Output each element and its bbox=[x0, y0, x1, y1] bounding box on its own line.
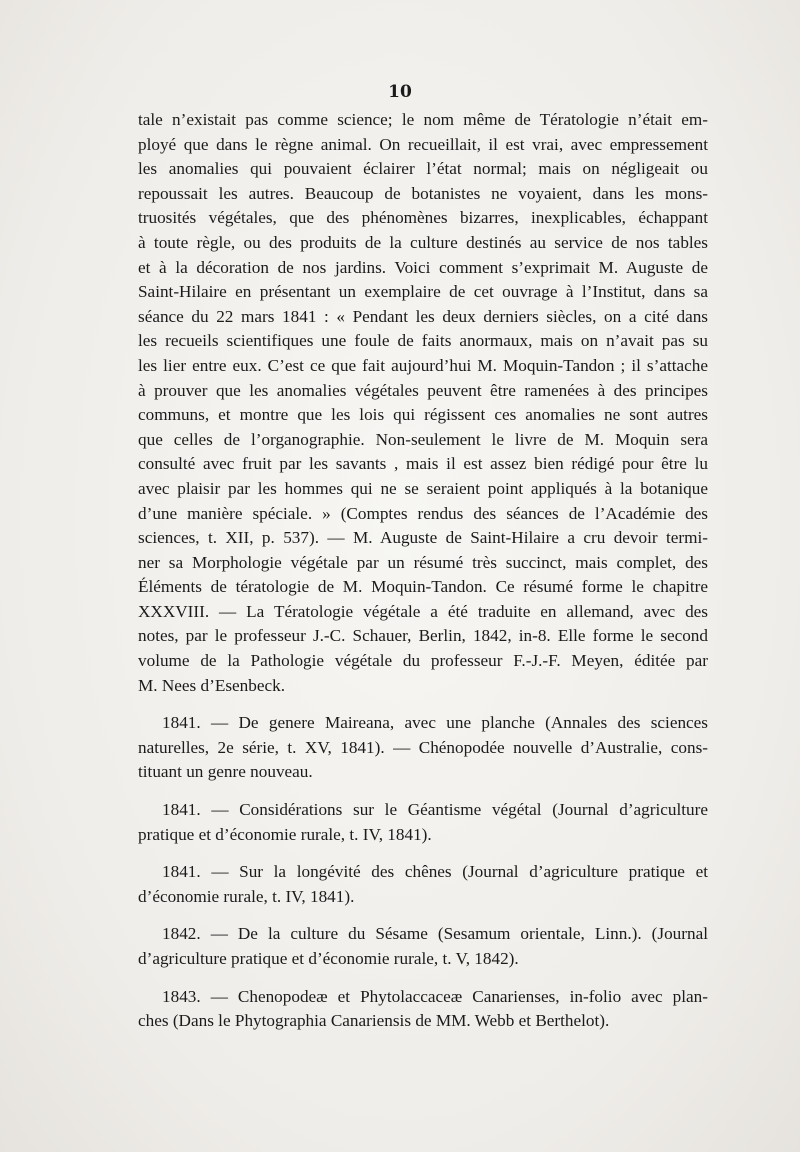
entry-line: 1841. — Considérations sur le Géantisme végétal (Journal d’agriculture bbox=[162, 800, 708, 820]
text-line: notes, par le professeur J.-C. Schauer, Berlin, 1842, in-8. Elle forme le second bbox=[138, 626, 708, 646]
text-line: communs, et montre que les lois qui régissent ces anomalies ne sont autres bbox=[138, 405, 708, 425]
entry-line: 1841. — Sur la longévité des chênes (Journal d’agriculture pratique et bbox=[162, 862, 708, 882]
entry-line: ches (Dans le Phytographia Canariensis de MM. Webb et Berthelot). bbox=[138, 1011, 610, 1031]
text-line: d’une manière spéciale. » (Comptes rendus des séances de l’Académie des bbox=[138, 503, 708, 523]
text-line: séance du 22 mars 1841 : « Pendant les deux derniers siècles, on a cité dans bbox=[138, 306, 708, 326]
bibliography-entry bbox=[138, 798, 708, 847]
text-line: et à la décoration de nos jardins. Voici comment s’exprimait M. Auguste de bbox=[138, 257, 708, 277]
text-line: truosités végétales, que des phénomènes bizarres, inexplicables, échappant bbox=[138, 208, 708, 228]
text-line: Saint-Hilaire en présentant un exemplaire de cet ouvrage à l’Institut, dans sa bbox=[138, 282, 708, 302]
bibliography-entry bbox=[138, 711, 708, 785]
text-line: à prouver que les anomalies végétales peuvent être ramenées à des principes bbox=[138, 380, 708, 400]
text-line: tale n’existait pas comme science; le nom même de Tératologie n’était em- bbox=[138, 110, 708, 129]
text-line: sciences, t. XII, p. 537). — M. Auguste de Saint-Hilaire a cru devoir termi- bbox=[138, 528, 708, 548]
text-line: Éléments de tératologie de M. Moquin-Tandon. Ce résumé forme le chapitre bbox=[138, 577, 708, 597]
entry-line: 1843. — Chenopodeæ et Phytolaccaceæ Canarienses, in-folio avec plan- bbox=[162, 986, 708, 1006]
text-line: ner sa Morphologie végétale par un résumé très succinct, mais complet, des bbox=[138, 552, 708, 572]
text-line: M. Nees d’Esenbeck. bbox=[138, 675, 286, 695]
text-line: consulté avec fruit par les savants , mais il est assez bien rédigé pour être lu bbox=[138, 454, 708, 474]
text-line: à toute règle, ou des produits de la culture destinés au service de nos tables bbox=[138, 232, 708, 252]
bibliography-entry bbox=[138, 985, 708, 1034]
bibliography-entry bbox=[138, 922, 708, 971]
text-line: avec plaisir par les hommes qui ne se seraient point appliqués à la botanique bbox=[138, 478, 708, 498]
main-paragraph bbox=[138, 108, 708, 698]
page-number: 10 bbox=[388, 82, 412, 102]
entry-line: 1842. — De la culture du Sésame (Sesamum orientale, Linn.). (Journal bbox=[162, 924, 708, 944]
entry-line: d’économie rurale, t. IV, 1841). bbox=[138, 886, 355, 906]
text-line: repoussait les autres. Beaucoup de botanistes ne voyaient, dans les mons- bbox=[138, 183, 708, 203]
text-line: volume de la Pathologie végétale du professeur F.-J.-F. Meyen, éditée par bbox=[138, 651, 708, 671]
text-line: les anomalies qui pouvaient éclairer l’état normal; mais on négligeait ou bbox=[138, 159, 708, 179]
text-line: les recueils scientifiques une foule de faits anormaux, mais on n’avait pas su bbox=[138, 331, 708, 351]
text-line: que celles de l’organographie. Non-seulement le livre de M. Moquin sera bbox=[138, 429, 708, 449]
entry-line: 1841. — De genere Maireana, avec une planche (Annales des sciences bbox=[162, 713, 708, 733]
text-line: les lier entre eux. C’est ce que fait aujourd’hui M. Moquin-Tandon ; il s’attache bbox=[138, 355, 708, 375]
entry-line: pratique et d’économie rurale, t. IV, 1841). bbox=[138, 824, 432, 844]
entry-line: tituant un genre nouveau. bbox=[138, 762, 313, 782]
text-line: ployé que dans le règne animal. On recueillait, il est vrai, avec empressement bbox=[138, 134, 708, 154]
entry-line: d’agriculture pratique et d’économie rurale, t. V, 1842). bbox=[138, 949, 519, 968]
page-body bbox=[138, 108, 708, 1034]
entry-line: naturelles, 2e série, t. XV, 1841). — Chénopodée nouvelle d’Australie, cons- bbox=[138, 737, 708, 757]
bibliography-entry bbox=[138, 860, 708, 909]
text-line: XXXVIII. — La Tératologie végétale a été traduite en allemand, avec des bbox=[138, 601, 708, 621]
